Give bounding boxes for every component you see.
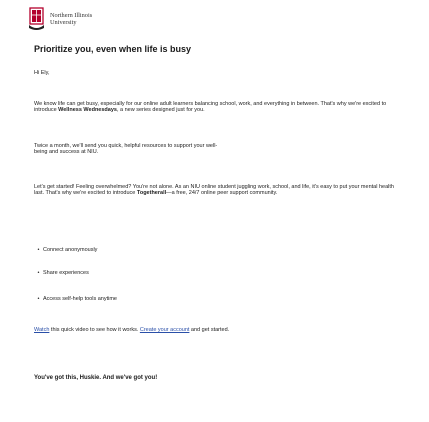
get-started-paragraph: Let's get started! Feeling overwhelmed? You're not alone. As an NIU online student juggling work, school, and life, it's easy to put your mental health last. That's why we're excited to introduce Togetherall—a free, 24/7 online peer support community. bbox=[34, 184, 394, 197]
niu-logo bbox=[28, 6, 92, 32]
create-account-link[interactable]: Create your account bbox=[139, 327, 190, 333]
list-item: • Access self-help tools anytime bbox=[37, 296, 117, 302]
intro-paragraph: We know life can get busy, especially for our online adult learners balancing school, work, and everything in between. That's why we're excited to introduce Wellness Wednesdays, a new series designed just for you. bbox=[34, 101, 387, 114]
twice-paragraph: Twice a month, we'll send you quick, helpful resources to support your well- being and success at NIU. bbox=[34, 143, 218, 156]
list-item: • Share experiences bbox=[37, 270, 89, 276]
wellness-wednesdays-bold: Wellness Wednesdays bbox=[58, 107, 117, 114]
greeting: Hi Ely, bbox=[34, 70, 50, 76]
watch-video-link[interactable]: Watch bbox=[34, 327, 50, 333]
logo-line-2: University bbox=[50, 19, 77, 26]
email-heading: Prioritize you, even when life is busy bbox=[34, 44, 192, 54]
logo-line-1: Northern Illinois bbox=[50, 12, 93, 19]
closing-line: You've got this, Huskie. And we've got you! bbox=[34, 375, 158, 381]
watch-paragraph: Watch this quick video to see how it works. Create your account and get started. bbox=[34, 327, 230, 333]
niu-seal-icon bbox=[28, 7, 45, 31]
togetherall-bold: Togetherall bbox=[136, 190, 167, 197]
list-item: • Connect anonymously bbox=[37, 247, 98, 253]
